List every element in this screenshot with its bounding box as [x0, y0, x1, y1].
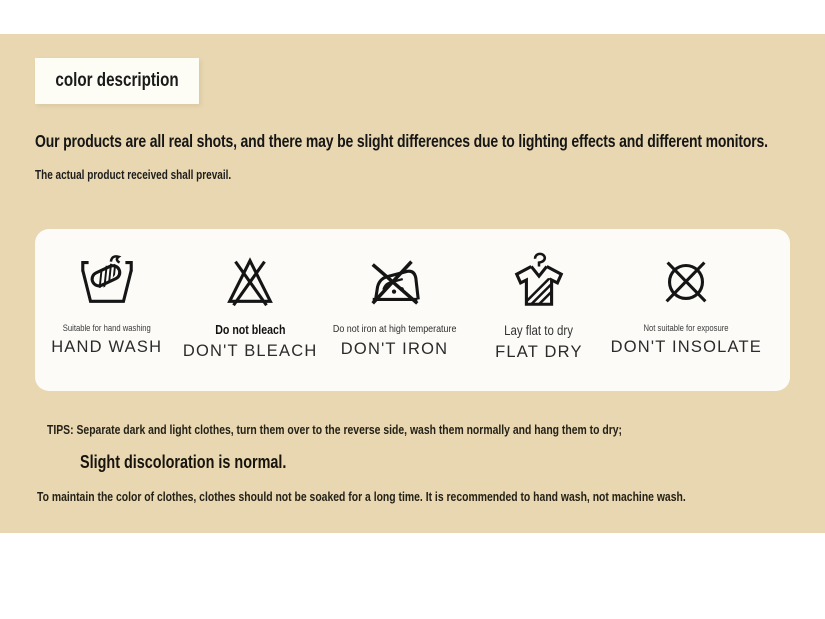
color-description-section — [0, 34, 825, 533]
care-small-label: Do not iron at high temperature — [332, 323, 457, 335]
do-not-bleach-icon — [219, 248, 281, 314]
care-small-label: Do not bleach — [214, 323, 286, 337]
care-small-label: Lay flat to dry — [504, 323, 574, 338]
care-item-flat-dry — [467, 229, 610, 391]
care-item-do-not-iron — [322, 229, 467, 391]
do-not-insolate-icon — [655, 248, 717, 314]
care-label: DON'T INSOLATE — [610, 338, 762, 356]
hand-wash-icon — [76, 248, 138, 314]
care-label: HAND WASH — [51, 338, 163, 356]
care-item-do-not-insolate — [611, 229, 762, 391]
care-label: DON'T IRON — [340, 340, 449, 358]
tips-line-3: To maintain the color of clothes, clothes should not be soaked for a long time. It is recommended to hand wash, not machine wash. — [37, 489, 686, 504]
tips-line-2: Slight discoloration is normal. — [80, 452, 287, 472]
care-small-label: Not suitable for exposure — [643, 323, 729, 333]
section-title-box — [35, 58, 199, 104]
care-item-do-not-bleach — [178, 229, 321, 391]
care-label: DON'T BLEACH — [182, 342, 318, 360]
care-instructions-card — [35, 229, 790, 391]
flat-dry-icon — [508, 248, 570, 314]
intro-line-1: Our products are all real shots, and there may be slight differences due to lighting effects and different monitors. — [35, 131, 768, 151]
care-item-hand-wash — [35, 229, 178, 391]
do-not-iron-icon — [364, 248, 426, 314]
care-small-label: Suitable for hand washing — [62, 323, 151, 333]
care-label: FLAT DRY — [495, 343, 583, 361]
intro-line-2: The actual product received shall prevail. — [35, 168, 232, 182]
tips-line-1: TIPS: Separate dark and light clothes, turn them over to the reverse side, wash them normally and hang them to dry; — [47, 422, 623, 437]
section-title: color description — [55, 70, 179, 91]
